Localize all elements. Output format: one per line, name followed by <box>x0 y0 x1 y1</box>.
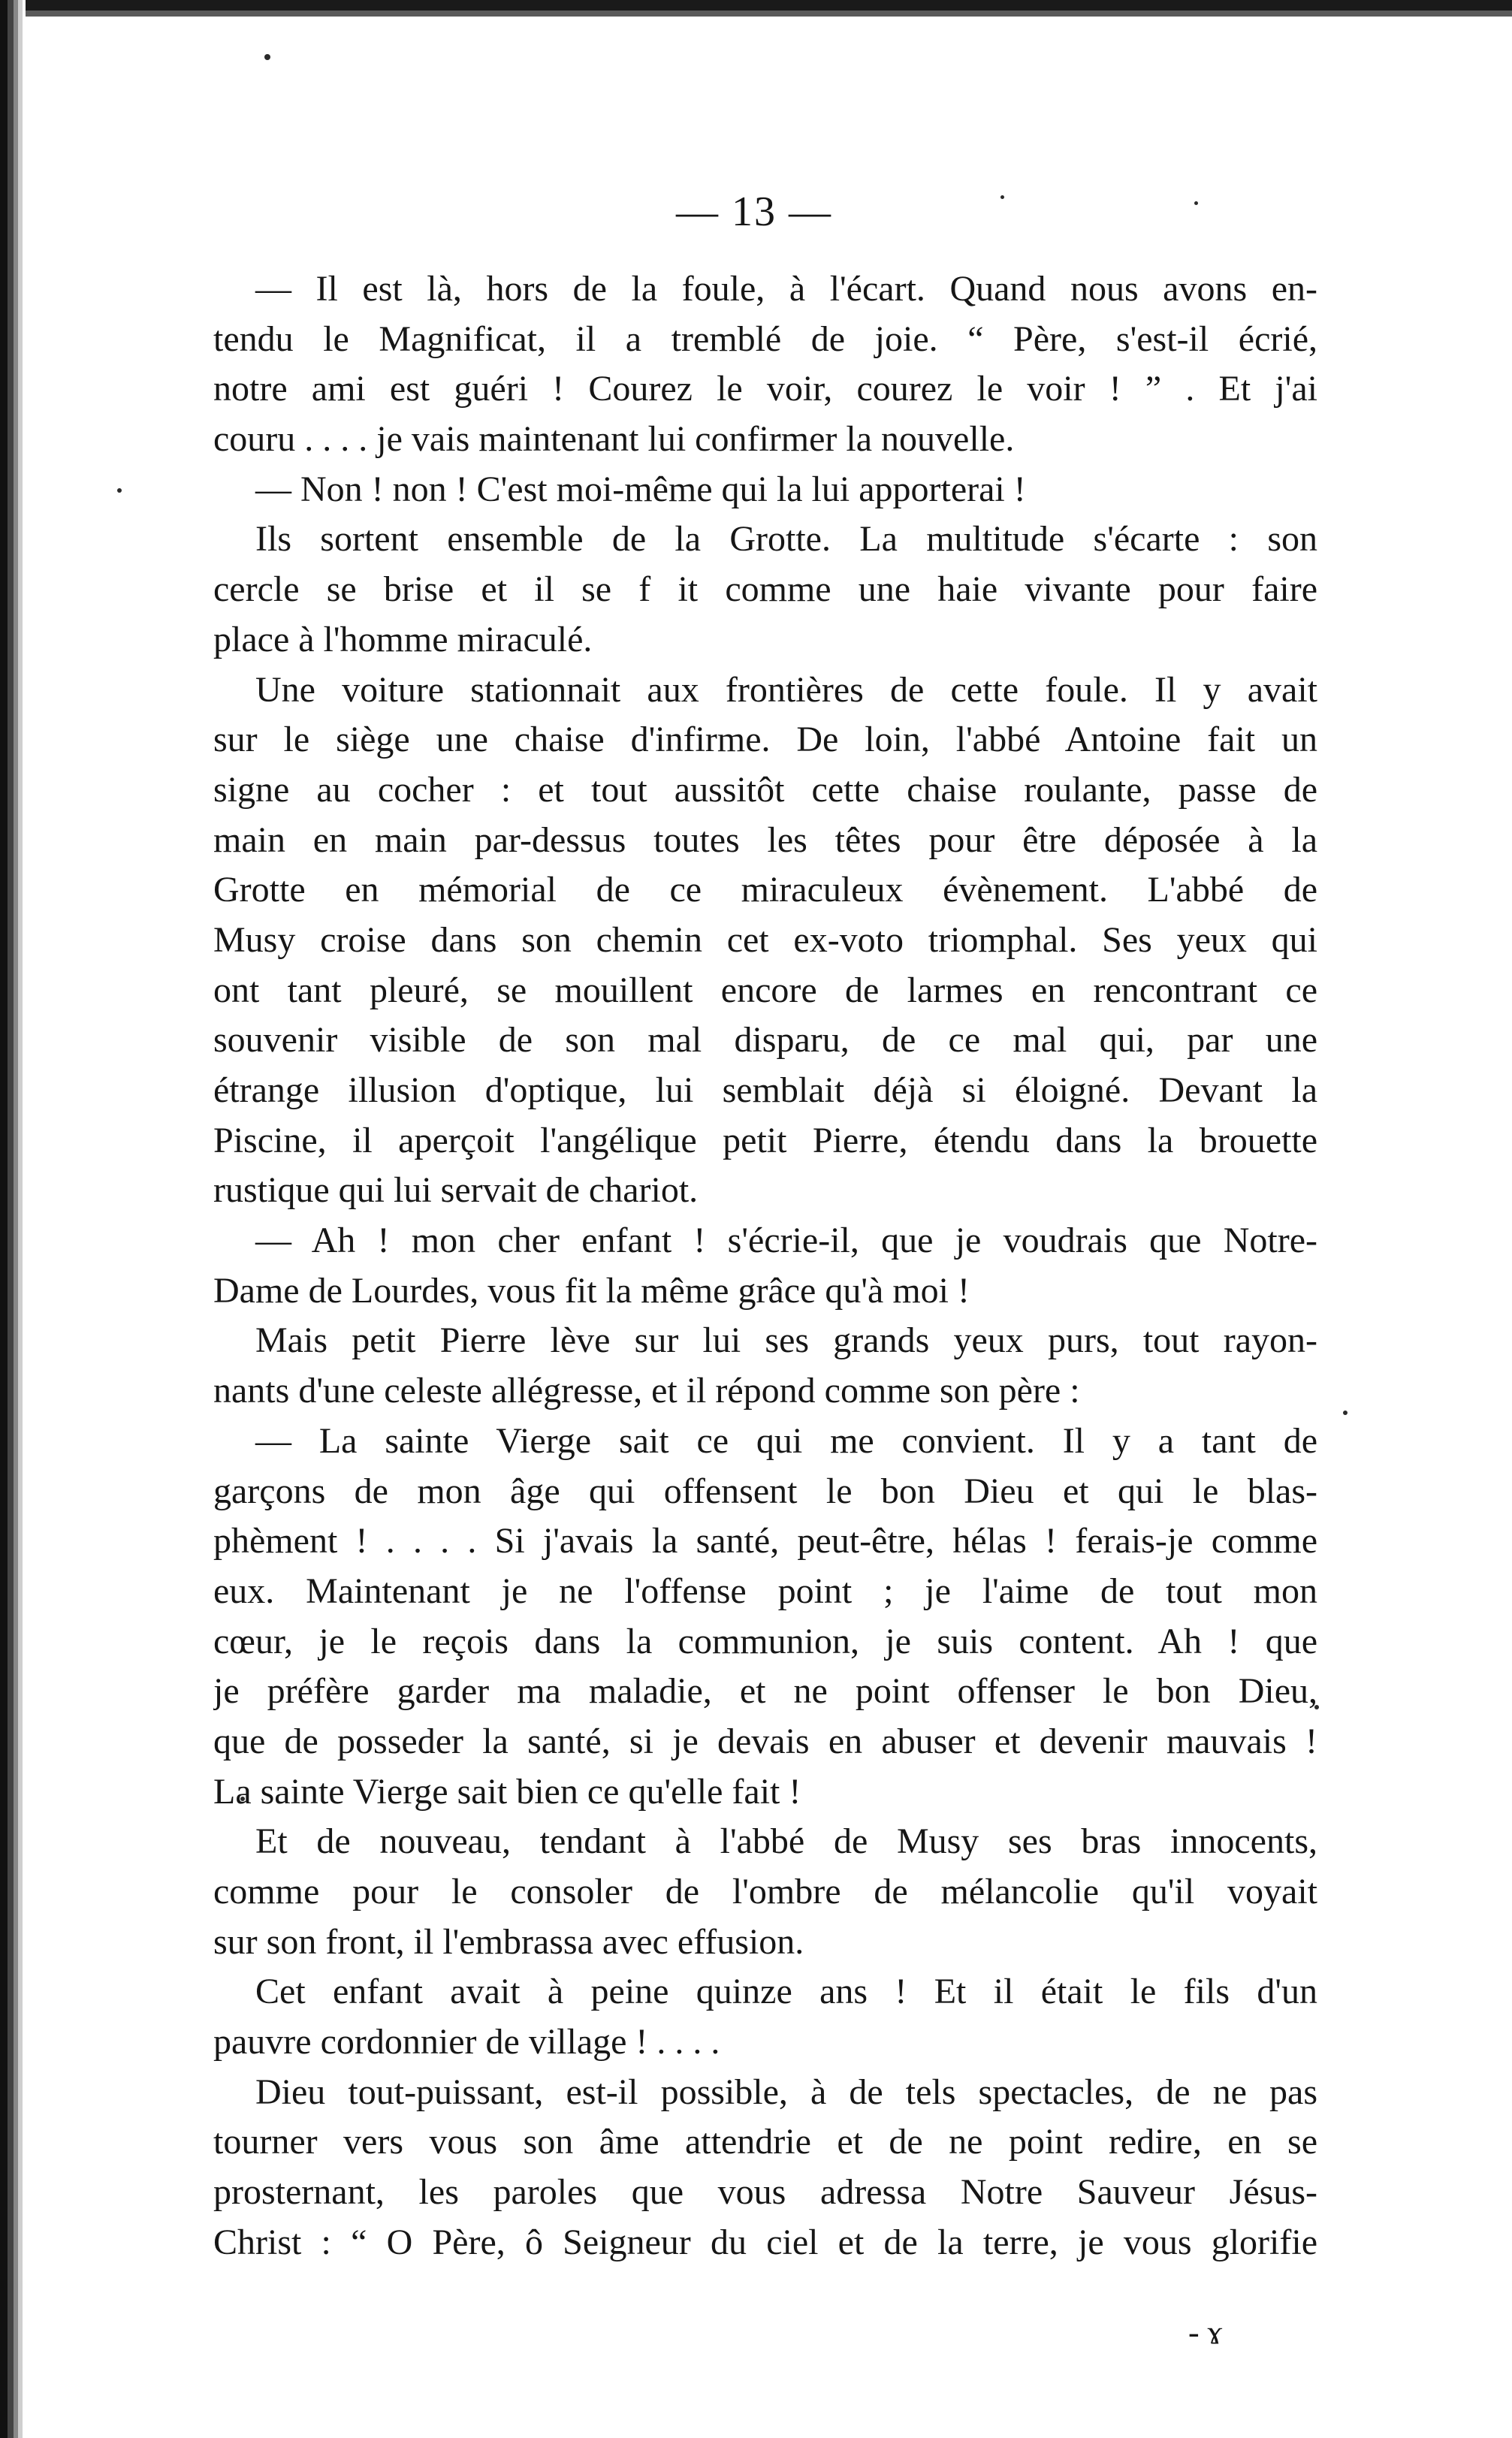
text-line: garçons de mon âge qui offensent le bon Dieu et qui le blas- <box>213 1471 1317 1511</box>
text-line: Ils sortent ensemble de la Grotte. La multitude s'écarte : son <box>255 519 1317 560</box>
text-line: Une voiture stationnait aux frontières de cette foule. Il y avait <box>255 669 1317 710</box>
text-line: cœur, je le reçois dans la communion, je suis content. Ah ! que <box>213 1621 1317 1661</box>
text-line: étrange illusion d'optique, lui semblait déjà si éloigné. Devant la <box>213 1070 1317 1110</box>
text-line: signe au cocher : et tout aussitôt cette chaise roulante, passe de <box>213 769 1317 810</box>
scan-speck <box>1194 201 1198 205</box>
text-line: pauvre cordonnier de village ! . . . . <box>213 2022 720 2062</box>
text-line: Cet enfant avait à peine quinze ans ! Et il était le fils d'un <box>255 1972 1317 2012</box>
text-line: que de posseder la santé, si je devais en abuser et devenir mauvais ! <box>213 1721 1317 1761</box>
text-line: prosternant, les paroles que vous adressa Notre Sauveur Jésus- <box>213 2172 1317 2213</box>
scan-speck <box>1000 195 1004 199</box>
text-line: Dame de Lourdes, vous fit la même grâce qu'à moi ! <box>213 1270 970 1311</box>
text-line: cercle se brise et il se f it comme une haie vivante pour faire <box>213 569 1317 610</box>
text-line: main en main par-dessus toutes les têtes pour être déposée à la <box>213 819 1317 860</box>
text-line: — La sainte Vierge sait ce qui me convient. Il y a tant de <box>255 1420 1317 1461</box>
text-line: Piscine, il aperçoit l'angélique petit Pierre, étendu dans la brouette <box>213 1120 1317 1160</box>
text-line: rustique qui lui servait de chariot. <box>213 1170 699 1211</box>
text-line: notre ami est guéri ! Courez le voir, courez le voir ! ” . Et j'ai <box>213 369 1317 409</box>
text-line: Musy croise dans son chemin cet ex-voto triomphal. Ses yeux qui <box>213 919 1317 960</box>
text-line: eux. Maintenant je ne l'offense point ; je l'aime de tout mon <box>213 1571 1317 1611</box>
text-line: Et de nouveau, tendant à l'abbé de Musy ses bras innocents, <box>255 1821 1317 1862</box>
body-text <box>213 264 1317 2268</box>
text-line: sur le siège une chaise d'infirme. De loin, l'abbé Antoine fait un <box>213 720 1317 760</box>
text-line: phèment ! . . . . Si j'avais la santé, peut-être, hélas ! ferais-je comme <box>213 1521 1317 1561</box>
text-line: couru . . . . je vais maintenant lui confirmer la nouvelle. <box>213 419 1015 460</box>
text-line: tourner vers vous son âme attendrie et de ne point redire, en se <box>213 2122 1317 2162</box>
text-line: souvenir visible de son mal disparu, de ce mal qui, par une <box>213 1020 1317 1061</box>
text-line: Dieu tout-puissant, est-il possible, à de tels spectacles, de ne pas <box>255 2071 1317 2112</box>
left-binding-shadow <box>0 0 26 2438</box>
text-line: Mais petit Pierre lève sur lui ses grands yeux purs, tout rayon- <box>255 1320 1317 1361</box>
catchword: - ɤ <box>1188 2314 1223 2351</box>
text-line: — Ah ! mon cher enfant ! s'écrie-il, que je voudrais que Notre- <box>255 1221 1317 1261</box>
text-line: nants d'une celeste allégresse, et il répond comme son père : <box>213 1371 1080 1411</box>
text-line: — Il est là, hors de la foule, à l'écart. Quand nous avons en- <box>255 269 1317 309</box>
text-line: sur son front, il l'embrassa avec effusion. <box>213 1921 804 1962</box>
text-line: ont tant pleuré, se mouillent encore de larmes en rencontrant ce <box>213 970 1317 1010</box>
scan-speck <box>264 54 270 60</box>
top-scan-border <box>0 0 1512 17</box>
text-line: Grotte en mémorial de ce miraculeux évènement. L'abbé de <box>213 870 1317 910</box>
text-line: Christ : “ O Père, ô Seigneur du ciel et de la terre, je vous glorifie <box>213 2222 1317 2262</box>
scan-speck <box>117 488 122 493</box>
text-line: tendu le Magnificat, il a tremblé de joie. “ Père, s'est-il écrié, <box>213 318 1317 359</box>
text-line: — Non ! non ! C'est moi-même qui la lui apporterai ! <box>255 469 1026 509</box>
text-line: place à l'homme miraculé. <box>213 619 593 659</box>
scan-speck <box>1343 1411 1348 1415</box>
text-line: La sainte Vierge sait bien ce qu'elle fait ! <box>213 1771 801 1812</box>
page-number: — 13 — <box>676 189 832 235</box>
text-line: je préfère garder ma maladie, et ne point offenser le bon Dieu, <box>213 1671 1317 1712</box>
text-line: comme pour le consoler de l'ombre de mélancolie qu'il voyait <box>213 1872 1317 1911</box>
